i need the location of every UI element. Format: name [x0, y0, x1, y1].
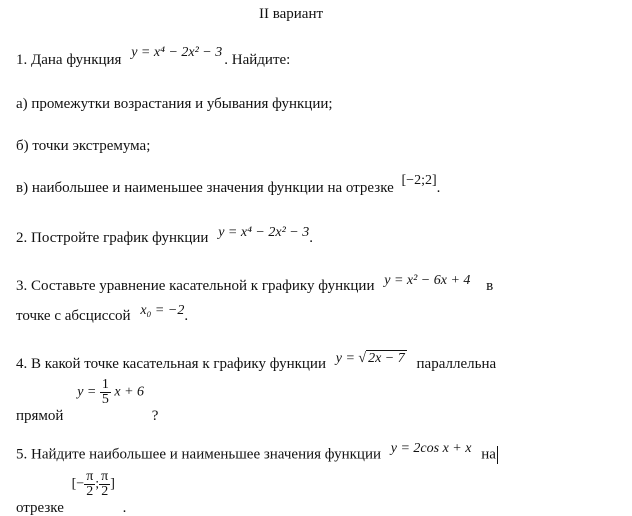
task-4-line-suffix: x + 6	[114, 384, 145, 400]
task-1c-interval: [−2;2]	[401, 173, 437, 188]
task-3-x0: x₀ = −2	[140, 303, 185, 318]
task-1b: б) точки экстремума;	[16, 138, 151, 154]
task-1a: а) промежутки возрастания и убывания функции;	[16, 96, 333, 112]
task-5-pi-1: π	[86, 469, 94, 484]
task-3-text: 3. Составьте уравнение касательной к графику функции	[16, 278, 375, 294]
task-1c-tail: .	[436, 180, 441, 196]
task-1-intro: 1. Дана функция	[16, 52, 122, 68]
task-5-line	[16, 441, 498, 464]
task-4-formula	[336, 351, 407, 367]
task-4-sqrt-body: 2x − 7	[368, 351, 405, 366]
task-4-tail: параллельна	[416, 356, 497, 372]
task-5-sep: ;	[95, 476, 100, 492]
task-4-line	[16, 351, 497, 373]
task-1c-text: в) наибольшее и наименьшее значения функции на отрезке	[16, 180, 394, 196]
task-4-line-2	[16, 377, 159, 424]
task-5-pi-2: π	[101, 469, 109, 484]
task-3-line-2	[16, 303, 189, 325]
task-2-text: 2. Постройте график функции	[16, 230, 209, 246]
task-4-frac-num: 1	[101, 377, 109, 392]
task-5-tail2: .	[122, 499, 127, 516]
task-4-line-formula	[77, 378, 144, 407]
task-3-tail: в	[486, 278, 494, 294]
task-5-tail: на	[481, 446, 496, 463]
task-4-text: 4. В какой точке касательная к графику функции	[16, 356, 326, 372]
task-5-interval-open: [−	[71, 476, 85, 492]
text-cursor	[497, 446, 498, 464]
task-3-formula: y = x² − 6x + 4	[384, 273, 471, 288]
task-1-line	[16, 45, 291, 69]
task-1c-line	[16, 173, 441, 197]
task-5-formula: y = 2cos x + x	[390, 441, 472, 457]
task-5-interval	[72, 470, 115, 499]
page-title: II вариант	[259, 6, 324, 22]
task-5-text: 5. Найдите наибольшее и наименьшее значения функции	[16, 446, 382, 463]
task-4-line-prefix: y =	[77, 384, 97, 400]
task-5-frac-1	[84, 470, 95, 499]
task-5-line-2	[16, 469, 127, 516]
task-5-interval-close: ]	[110, 476, 115, 492]
task-5-line2-text: отрезке	[16, 499, 64, 516]
task-5-two-2: 2	[101, 484, 109, 499]
task-3-line	[16, 273, 494, 295]
task-5-two-1: 2	[86, 484, 94, 499]
task-3-line2-text: точке с абсциссой	[16, 308, 131, 324]
sqrt-sign: √	[358, 351, 367, 366]
task-2-tail: .	[309, 230, 313, 246]
task-4-formula-prefix: y =	[335, 351, 359, 366]
task-5-frac-2	[99, 470, 110, 499]
task-1-tail: . Найдите:	[224, 52, 291, 68]
task-2-line	[16, 225, 313, 247]
task-4-fraction	[100, 378, 111, 407]
task-4-line2-text: прямой	[16, 407, 64, 424]
task-2-formula: y = x⁴ − 2x² − 3	[218, 225, 310, 240]
task-4-tail2: ?	[151, 407, 159, 424]
task-4-frac-den: 5	[101, 392, 109, 407]
task-1-formula: y = x⁴ − 2x² − 3	[131, 45, 223, 60]
task-3-tail2: .	[184, 308, 189, 324]
